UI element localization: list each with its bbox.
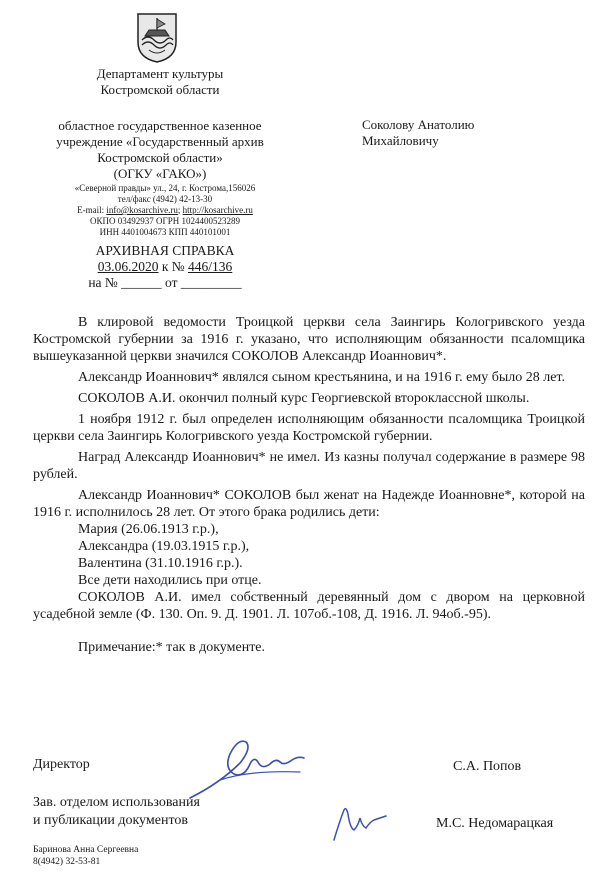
head-title-line-1: Зав. отделом использования — [33, 795, 200, 810]
institution-line-1: областное государственное казенное — [58, 118, 262, 133]
website-link[interactable]: http://kosarchive.ru — [182, 205, 253, 215]
doc-date: 03.06.2020 — [97, 259, 159, 274]
child-item: Мария (26.06.1913 г.р.), — [78, 522, 219, 537]
contacts-block — [40, 183, 290, 238]
department-line-1: Департамент культуры — [96, 66, 224, 81]
doc-number-prefix: к № — [158, 259, 189, 274]
child-item: Александра (19.03.1915 г.р.), — [78, 539, 250, 554]
doc-heading — [60, 243, 270, 291]
executor-phone: 8(4942) 32-53-81 — [33, 857, 101, 867]
email-line — [40, 205, 290, 216]
email-prefix: E-mail: — [77, 205, 107, 215]
paragraph-4: 1 ноября 1912 г. был определен исполняющим обязанности псаломщика Троицкой церкви села Заингирь Кологривского уезда Костромской губернии. — [33, 412, 585, 444]
head-title-block — [33, 794, 200, 830]
paragraph-6: Александр Иоаннович* СОКОЛОВ был женат на Надежде Иоанновне*, которой на 1916 г. исполнилось 28 лет. От этого брака родились дети: — [33, 488, 585, 520]
child-item: Валентина (31.10.1916 г.р.). — [78, 556, 243, 571]
coat-of-arms-icon — [136, 12, 178, 64]
head-name: М.С. Недомарацкая — [436, 816, 554, 831]
address: «Северной правды» ул., 24, г. Кострома,156026 — [74, 183, 256, 193]
department-line-2: Костромской области — [100, 82, 220, 97]
ref-line: на № ______ от _________ — [88, 275, 242, 290]
executor-name: Баринова Анна Сергеевна — [33, 845, 139, 855]
letter-body — [33, 314, 585, 656]
doc-type: АРХИВНАЯ СПРАВКА — [95, 243, 235, 258]
doc-date-number — [60, 259, 270, 275]
recipient-line-2: Михайловичу — [362, 133, 439, 148]
head-signature — [330, 800, 390, 845]
director-name: С.А. Попов — [453, 759, 522, 774]
paragraph-2: Александр Иоаннович* являлся сыном крестьянина, и на 1916 г. ему было 28 лет. — [78, 370, 565, 385]
department-block — [60, 66, 260, 98]
email-separator: ; — [177, 205, 183, 215]
recipient-block — [362, 117, 562, 149]
okpo-ogrn: ОКПО 03492937 ОГРН 1024400523289 — [90, 216, 240, 226]
institution-block — [30, 118, 290, 182]
children-list — [33, 521, 585, 589]
doc-number: 446/136 — [188, 259, 233, 274]
inn-kpp: ИНН 4401004673 КПП 440101001 — [99, 227, 231, 237]
director-title: Директор — [33, 757, 90, 772]
institution-line-4: (ОГКУ «ГАКО») — [113, 166, 207, 181]
paragraph-1: В клировой ведомости Троицкой церкви села Заингирь Кологривского уезда Костромской губернии за 1916 г. указано, что исполняющим обязанности псаломщика вышеуказанной церкви значился СОКОЛОВ Александр Иоаннович*. — [33, 315, 585, 364]
director-signature — [180, 728, 310, 808]
paragraph-8: СОКОЛОВ А.И. имел собственный деревянный дом с двором на церковной усадебной земле (Ф. 130. Оп. 9. Д. 1901. Л. 107об.-108, Д. 1916. Л. 94об.-95). — [33, 590, 585, 622]
executor-block — [33, 844, 138, 868]
paragraph-3: СОКОЛОВ А.И. окончил полный курс Георгиевской второклассной школы. — [78, 391, 530, 406]
paragraph-7: Все дети находились при отце. — [78, 573, 262, 588]
institution-line-2: учреждение «Государственный архив — [56, 134, 264, 149]
email-link[interactable]: info@kosarchive.ru — [106, 205, 178, 215]
institution-line-3: Костромской области» — [97, 150, 223, 165]
phone: тел/факс (4942) 42-13-30 — [117, 194, 213, 204]
head-title-line-2: и публикации документов — [33, 813, 188, 828]
paragraph-5: Наград Александр Иоаннович* не имел. Из казны получал содержание в размере 98 рублей. — [33, 450, 585, 482]
note: Примечание:* так в документе. — [78, 640, 266, 655]
recipient-line-1: Соколову Анатолию — [362, 117, 475, 132]
